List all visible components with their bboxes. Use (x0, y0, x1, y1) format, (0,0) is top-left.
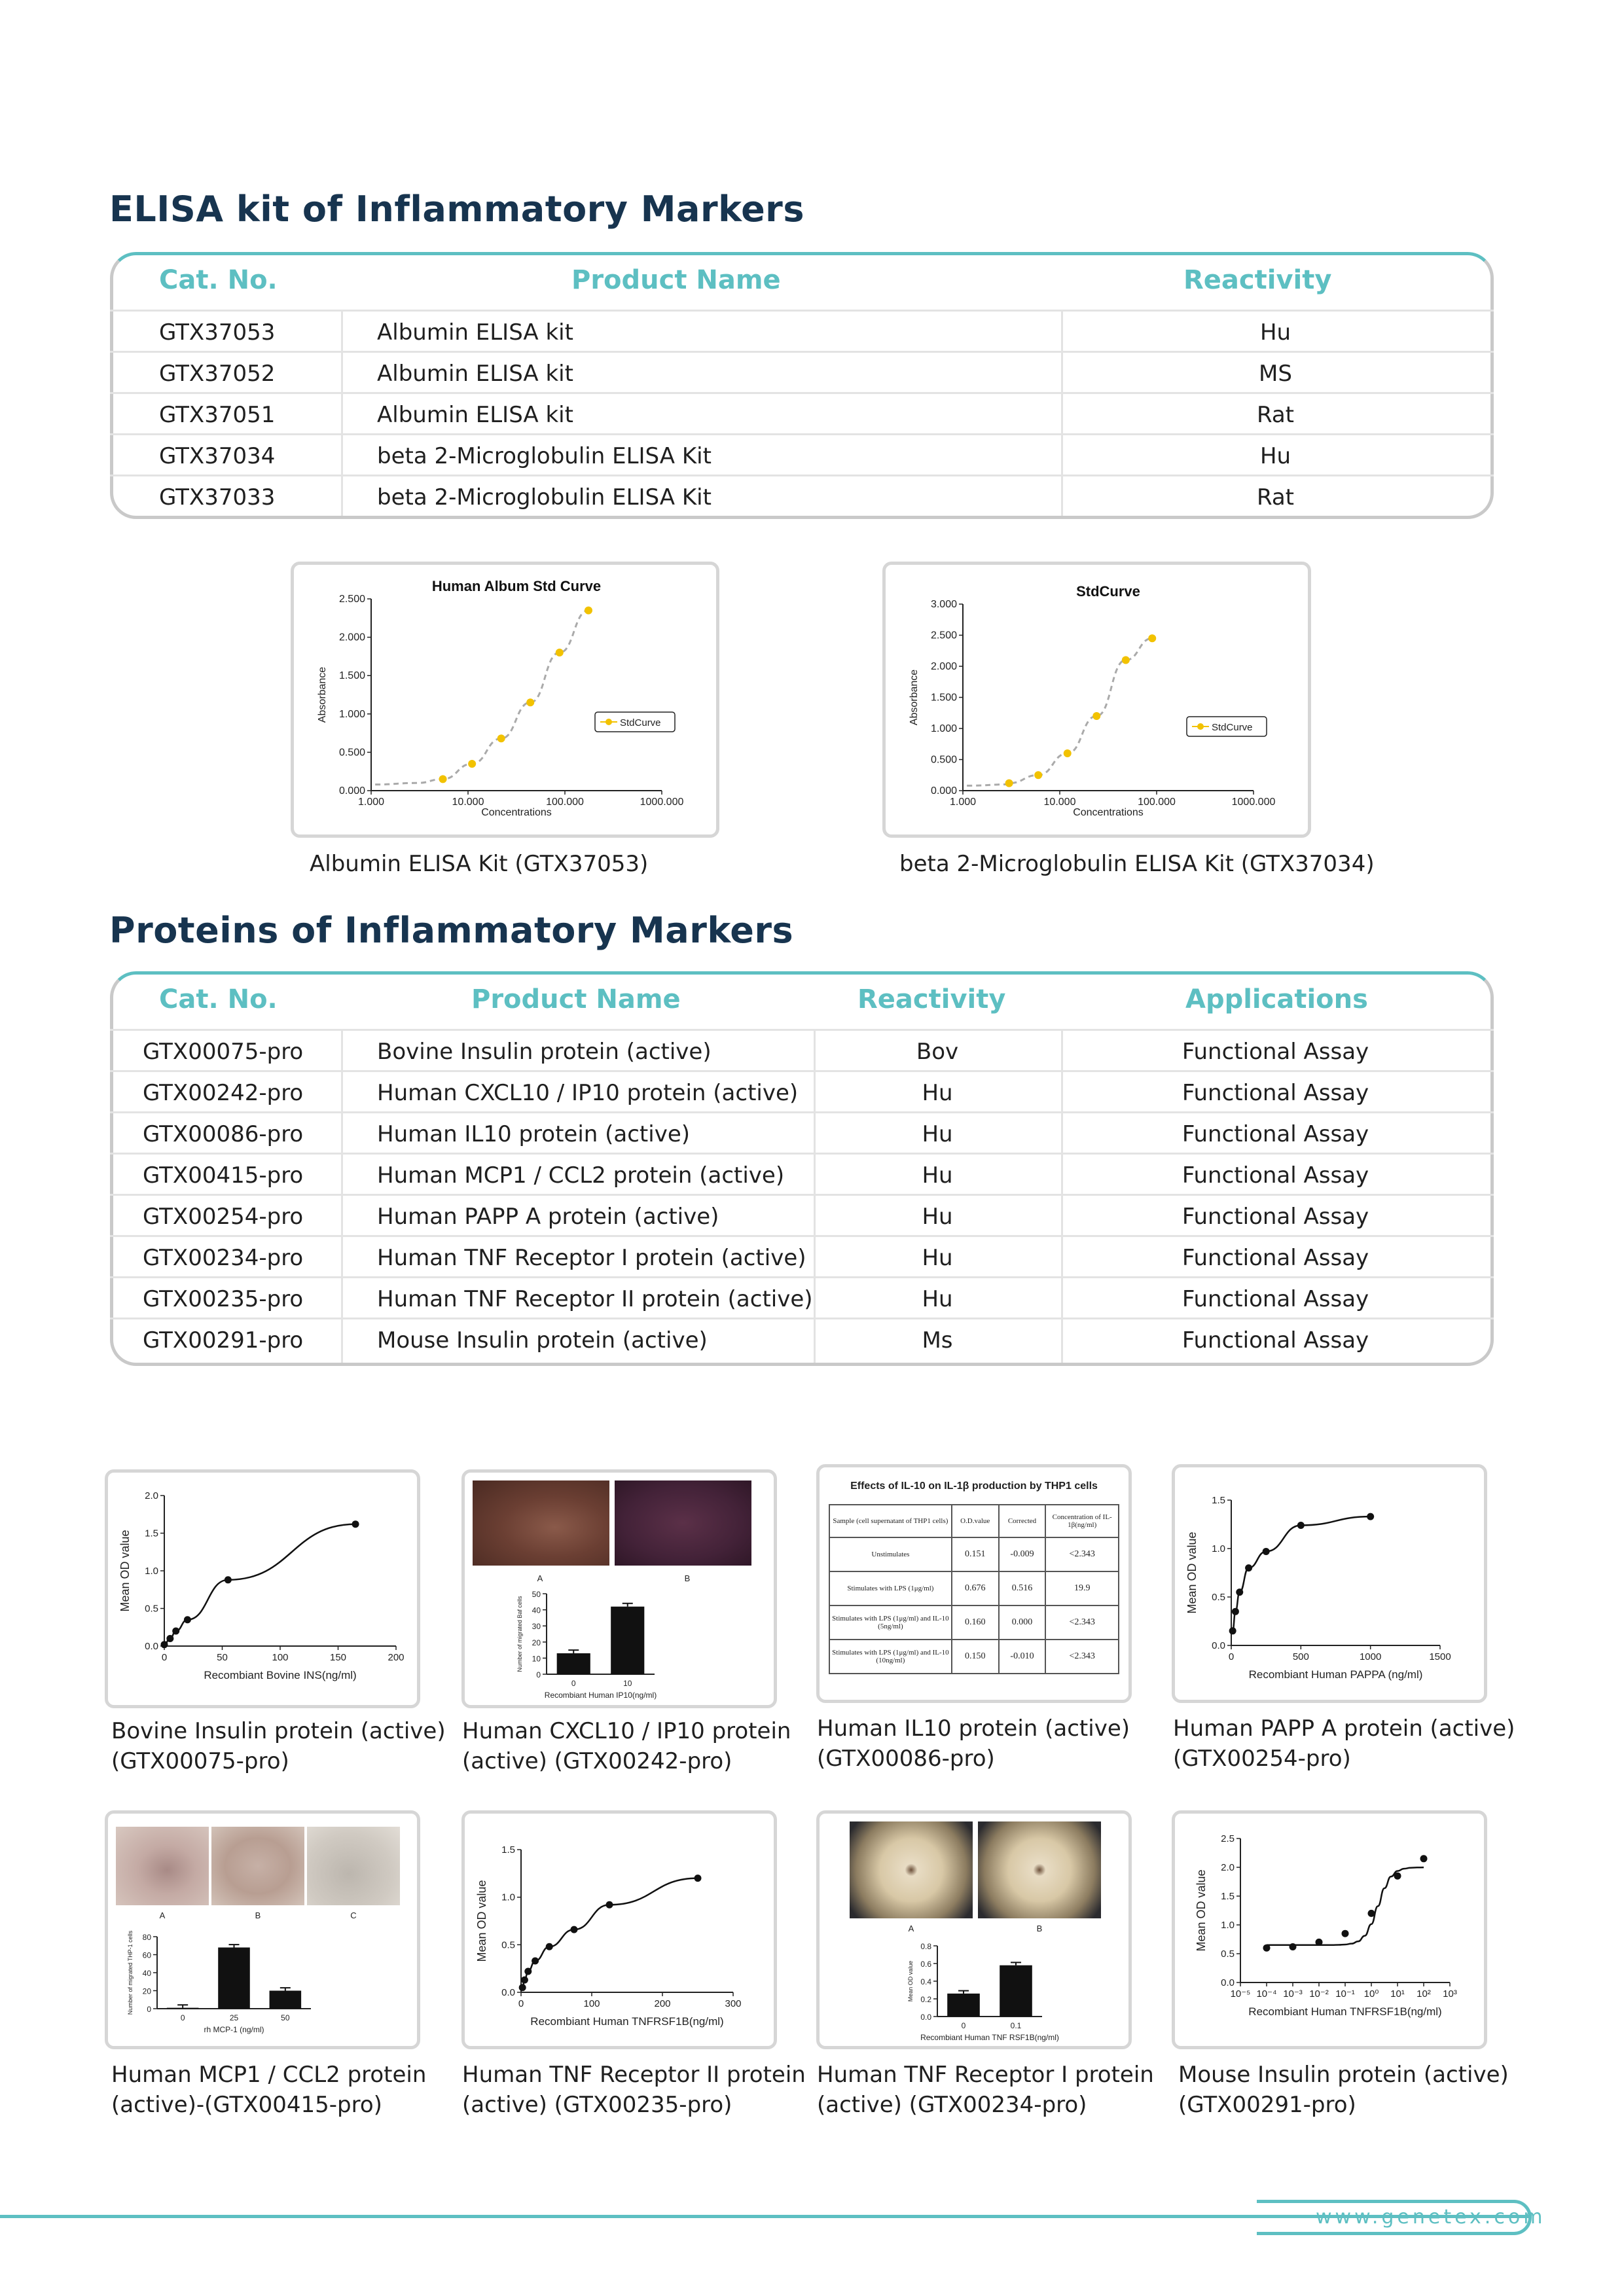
x-axis-label: rh MCP-1 (ng/ml) (204, 2025, 264, 2034)
y-tick-label: 0 (147, 2005, 151, 2014)
applications: Functional Assay (1182, 1286, 1369, 1312)
y-tick-label: 2.5 (1221, 1833, 1235, 1844)
x-tick-label: 0 (571, 1679, 576, 1688)
reactivity: Rat (1256, 402, 1295, 428)
y-tick-label: 3.000 (930, 599, 957, 610)
y-tick-label: 0.5 (1221, 1948, 1235, 1960)
albumin-std-curve-chart (294, 565, 716, 834)
reactivity: Hu (922, 1286, 953, 1312)
figure-card-tnfr1 (816, 1810, 1132, 2049)
y-axis-label: Mean OD value (907, 1960, 914, 2002)
y-tick-label: 0.8 (920, 1942, 931, 1951)
x-tick-label: 10⁻³ (1283, 1988, 1303, 2000)
elisa-table-row (110, 433, 1494, 475)
il10-cell: Stimulates with LPS (1μg/ml) (829, 1571, 952, 1605)
applications: Functional Assay (1182, 1245, 1369, 1271)
y-tick-label: 20 (142, 1986, 151, 1996)
y-tick-label: 1.5 (501, 1844, 515, 1856)
y-tick-label: 0.5 (145, 1603, 158, 1615)
caption-il10: Human IL10 protein (active) (GTX00086-pro) (817, 1715, 1130, 1772)
proteins-header-applications: Applications (1185, 984, 1368, 1014)
product-name: Human PAPP A protein (active) (377, 1204, 719, 1230)
x-tick-label: 100 (583, 1998, 600, 2009)
y-tick-label: 0.500 (338, 747, 365, 759)
data-point (1394, 1873, 1401, 1880)
bar (557, 1653, 590, 1674)
y-tick-label: 0.6 (920, 1960, 931, 1969)
y-tick-label: 50 (532, 1590, 541, 1599)
data-point (497, 734, 505, 742)
product-name: Albumin ELISA kit (377, 361, 573, 387)
applications: Functional Assay (1182, 1204, 1369, 1230)
figure-card-tnfr2 (461, 1810, 777, 2049)
elisa-figure-caption-2: beta 2-Microglobulin ELISA Kit (GTX37034) (899, 851, 1375, 877)
reactivity: Hu (922, 1162, 953, 1189)
data-point (1368, 1910, 1375, 1917)
y-tick-label: 0 (536, 1670, 541, 1679)
bar (947, 1994, 980, 2017)
y-tick-label: 2.500 (338, 594, 365, 605)
cat-no: GTX37033 (159, 484, 276, 511)
reactivity: Rat (1256, 484, 1295, 511)
y-tick-label: 1.5 (1212, 1495, 1225, 1506)
panel-label: A (159, 1910, 166, 1920)
x-tick-label: 10³ (1443, 1988, 1457, 2000)
y-axis-label: Mean OD value (118, 1530, 132, 1612)
il10-header-cell: Sample (cell supernatant of THP1 cells) (829, 1505, 952, 1537)
fitted-curve (164, 1524, 355, 1645)
il10-cell: <2.343 (1045, 1605, 1119, 1640)
proteins-header-name: Product Name (471, 984, 681, 1014)
y-tick-label: 30 (532, 1622, 541, 1632)
applications: Functional Assay (1182, 1327, 1369, 1354)
elisa-chart-card-2 (882, 562, 1311, 838)
data-point (532, 1958, 539, 1965)
y-tick-label: 1.0 (1221, 1920, 1235, 1931)
caption-mouse-insulin: Mouse Insulin protein (active) (GTX00291-pro) (1178, 2062, 1509, 2118)
x-axis-label: Concentrations (481, 807, 552, 818)
cat-no: GTX00086-pro (143, 1121, 304, 1147)
data-point (1005, 780, 1013, 787)
bar (270, 1991, 302, 2009)
applications: Functional Assay (1182, 1039, 1369, 1065)
data-point (524, 1968, 532, 1975)
elisa-table-row (110, 392, 1494, 433)
product-name: Human IL10 protein (active) (377, 1121, 691, 1147)
cat-no: GTX00075-pro (143, 1039, 304, 1065)
il10-table-title: Effects of IL-10 on IL-1β production by THP1 cells (850, 1480, 1098, 1492)
x-tick-label: 150 (329, 1652, 347, 1663)
elisa-section-title: ELISA kit of Inflammatory Markers (109, 188, 804, 230)
bovine-insulin-chart (108, 1473, 417, 1705)
y-tick-label: 1.500 (338, 670, 365, 682)
x-tick-label: 1.000 (949, 797, 977, 808)
elisa-table-row (110, 351, 1494, 392)
product-name: Bovine Insulin protein (active) (377, 1039, 712, 1065)
data-point (1263, 1945, 1271, 1952)
y-axis-label: Number of migrated THP-1 cells (127, 1930, 134, 2015)
cat-no: GTX00415-pro (143, 1162, 304, 1189)
figure-card-bovine-insulin (105, 1469, 420, 1708)
x-tick-label: 0 (961, 2021, 966, 2030)
elisa-header-cat: Cat. No. (159, 265, 278, 295)
y-tick-label: 1.5 (1221, 1891, 1235, 1902)
x-axis-label: Recombiant Bovine INS(ng/ml) (204, 1669, 357, 1681)
x-tick-label: 10.000 (1043, 797, 1076, 808)
y-tick-label: 20 (532, 1638, 541, 1647)
data-point (1367, 1513, 1374, 1520)
figure-card-cxcl10 (461, 1469, 777, 1708)
data-point (1245, 1564, 1252, 1571)
figure-card-mcp1 (105, 1810, 420, 2049)
il10-cell: <2.343 (1045, 1640, 1119, 1674)
y-tick-label: 0.500 (930, 754, 957, 766)
caption-mcp1: Human MCP1 / CCL2 protein (active)-(GTX00415-pro) (111, 2062, 427, 2118)
x-tick-label: 10² (1416, 1988, 1431, 2000)
data-point (1064, 749, 1072, 757)
y-tick-label: 2.000 (338, 632, 365, 643)
reactivity: Hu (1259, 319, 1291, 346)
data-point (1316, 1939, 1323, 1946)
data-point (571, 1926, 578, 1933)
y-axis-label: Absorbance (317, 666, 328, 723)
data-point (172, 1628, 179, 1635)
y-tick-label: 1.000 (338, 708, 365, 720)
data-point (546, 1943, 553, 1950)
x-tick-label: 0.1 (1010, 2021, 1022, 2030)
applications: Functional Assay (1182, 1162, 1369, 1189)
x-tick-label: 1.000 (357, 797, 385, 808)
elisa-header-reactivity: Reactivity (1183, 265, 1332, 295)
x-tick-label: 300 (725, 1998, 742, 2009)
il10-header-cell: O.D.value (952, 1505, 999, 1537)
caption-tnfr2: Human TNF Receptor II protein (active) (GTX00235-pro) (462, 2062, 806, 2118)
y-tick-label: 0.4 (920, 1977, 931, 1986)
x-axis-label: Recombiant Human TNFRSF1B(ng/ml) (1248, 2005, 1442, 2018)
x-tick-label: 500 (1292, 1651, 1309, 1662)
data-point (606, 1901, 613, 1909)
x-tick-label: 10.000 (452, 797, 484, 808)
legend-label: StdCurve (1212, 722, 1253, 733)
x-tick-label: 10⁻² (1309, 1988, 1329, 2000)
product-name: Albumin ELISA kit (377, 402, 573, 428)
proteins-table-row (110, 1153, 1494, 1194)
bar (167, 2008, 199, 2009)
x-tick-label: 10 (623, 1679, 632, 1688)
x-tick-label: 0 (180, 2013, 185, 2022)
cat-no: GTX00235-pro (143, 1286, 304, 1312)
il10-cell: -0.009 (999, 1537, 1046, 1571)
il10-cell: 19.9 (1045, 1571, 1119, 1605)
panel-label: A (908, 1924, 914, 1933)
bar (218, 1948, 250, 2009)
il10-cell: 0.000 (999, 1605, 1046, 1640)
cat-no: GTX00234-pro (143, 1245, 304, 1271)
data-point (166, 1635, 173, 1642)
y-tick-label: 0.000 (338, 785, 365, 797)
elisa-table (110, 252, 1494, 519)
proteins-section-title: Proteins of Inflammatory Markers (109, 910, 794, 951)
data-point (519, 1984, 526, 1991)
caption-cxcl10: Human CXCL10 / IP10 protein (active) (GTX00242-pro) (462, 1718, 791, 1774)
elisa-table-row (110, 310, 1494, 351)
x-tick-label: 200 (654, 1998, 671, 2009)
elisa-header-name: Product Name (571, 265, 781, 295)
data-point (1092, 712, 1100, 720)
x-tick-label: 1000.000 (1231, 797, 1276, 808)
data-point (1290, 1943, 1297, 1950)
x-tick-label: 10⁰ (1363, 1988, 1379, 2000)
x-tick-label: 10⁻⁵ (1230, 1988, 1251, 2000)
panel-label: B (684, 1573, 691, 1583)
y-tick-label: 1.0 (145, 1566, 158, 1577)
y-tick-label: 0.0 (920, 2013, 931, 2022)
data-point (1297, 1522, 1305, 1529)
data-point (1034, 771, 1042, 779)
fitted-curve (375, 611, 588, 785)
data-point (556, 649, 564, 656)
data-point (1420, 1855, 1428, 1862)
mcp1-chart (108, 1814, 417, 2046)
panel-label: B (255, 1910, 261, 1920)
il10-cell: -0.010 (999, 1640, 1046, 1674)
product-name: Human TNF Receptor I protein (active) (377, 1245, 806, 1271)
data-point (1232, 1608, 1239, 1615)
il10-header-cell: Concentration of IL-1β(ng/ml) (1045, 1505, 1119, 1537)
y-tick-label: 2.0 (1221, 1862, 1235, 1873)
x-tick-label: 100 (272, 1652, 289, 1663)
pappa-chart (1175, 1467, 1484, 1700)
y-tick-label: 0.0 (1221, 1977, 1235, 1988)
elisa-figure-caption-1: Albumin ELISA Kit (GTX37053) (310, 851, 649, 877)
data-point (161, 1641, 168, 1648)
fitted-curve (522, 1878, 698, 1988)
data-point (184, 1616, 191, 1623)
reactivity: Ms (922, 1327, 953, 1354)
caption-bovine-insulin: Bovine Insulin protein (active) (GTX00075-pro) (111, 1718, 446, 1774)
x-tick-label: 0 (518, 1998, 524, 2009)
x-tick-label: 10⁻¹ (1335, 1988, 1355, 2000)
cat-no: GTX00254-pro (143, 1204, 304, 1230)
y-tick-label: 1.0 (1212, 1543, 1225, 1554)
reactivity: MS (1259, 361, 1292, 387)
y-axis-label: Number of migrated Baf cells (516, 1596, 523, 1672)
x-tick-label: 200 (388, 1652, 405, 1663)
x-tick-label: 50 (217, 1652, 228, 1663)
x-tick-label: 10¹ (1390, 1988, 1405, 2000)
x-tick-label: 25 (229, 2013, 239, 2022)
legend-swatch-dot (1197, 723, 1204, 730)
y-tick-label: 40 (142, 1969, 151, 1978)
tnfr1-chart (820, 1814, 1128, 2046)
il10-cell: 0.160 (952, 1605, 999, 1640)
chart-title: Human Album Std Curve (431, 578, 602, 594)
data-point (225, 1576, 232, 1583)
il10-cell: 0.150 (952, 1640, 999, 1674)
x-axis-label: Concentrations (1073, 807, 1144, 818)
proteins-header-cat: Cat. No. (159, 984, 278, 1014)
x-tick-label: 1000.000 (640, 797, 684, 808)
cat-no: GTX37034 (159, 443, 276, 469)
x-tick-label: 1500 (1429, 1651, 1451, 1662)
data-point (1229, 1627, 1236, 1634)
il10-cell: <2.343 (1045, 1537, 1119, 1571)
cat-no: GTX37052 (159, 361, 276, 387)
y-tick-label: 0.5 (501, 1939, 515, 1951)
cxcl10-chart (465, 1473, 774, 1705)
legend-label: StdCurve (620, 717, 661, 728)
reactivity: Hu (922, 1204, 953, 1230)
x-tick-label: 1000 (1359, 1651, 1382, 1662)
y-tick-label: 0.000 (930, 785, 957, 797)
product-name: Human TNF Receptor II protein (active) (377, 1286, 813, 1312)
proteins-table-row (110, 1318, 1494, 1359)
caption-tnfr1: Human TNF Receptor I protein (active) (GTX00234-pro) (817, 2062, 1154, 2118)
data-point (1342, 1930, 1349, 1937)
il10-data-table (829, 1504, 1119, 1674)
data-point (1122, 656, 1130, 664)
il10-cell: 0.676 (952, 1571, 999, 1605)
y-tick-label: 1.500 (930, 692, 957, 704)
x-tick-label: 0 (1228, 1651, 1235, 1662)
proteins-header-reactivity: Reactivity (857, 984, 1006, 1014)
applications: Functional Assay (1182, 1080, 1369, 1106)
data-point (695, 1874, 702, 1882)
x-axis-label: Recombiant Human PAPPA (ng/ml) (1248, 1668, 1423, 1681)
bar (1000, 1965, 1032, 2017)
data-point (468, 760, 476, 768)
y-tick-label: 0.2 (920, 1995, 931, 2004)
y-tick-label: 0.0 (1212, 1640, 1225, 1651)
applications: Functional Assay (1182, 1121, 1369, 1147)
y-tick-label: 0.5 (1212, 1592, 1225, 1603)
data-point (521, 1977, 528, 1984)
reactivity: Hu (922, 1121, 953, 1147)
product-name: Albumin ELISA kit (377, 319, 573, 346)
y-tick-label: 1.0 (501, 1892, 515, 1903)
il10-cell: Stimulates with LPS (1μg/ml) and IL-10 (5ng/ml) (829, 1605, 952, 1640)
x-axis-label: Recombiant Human TNFRSF1B(ng/ml) (530, 2015, 724, 2028)
footer-url[interactable]: www.genetex.com (1316, 2206, 1546, 2229)
y-tick-label: 40 (532, 1605, 541, 1615)
x-tick-label: 0 (161, 1652, 168, 1663)
x-tick-label: 50 (281, 2013, 290, 2022)
reactivity: Bov (916, 1039, 959, 1065)
panel-label: A (537, 1573, 543, 1583)
x-tick-label: 100.000 (1138, 797, 1176, 808)
proteins-table-row (110, 1029, 1494, 1070)
y-tick-label: 2.0 (145, 1490, 158, 1501)
caption-pappa: Human PAPP A protein (active) (GTX00254-pro) (1173, 1715, 1515, 1772)
panel-label: C (350, 1910, 357, 1920)
il10-cell: Unstimulates (829, 1537, 952, 1571)
b2m-std-curve-chart (886, 565, 1308, 834)
proteins-table (110, 971, 1494, 1366)
y-tick-label: 2.000 (930, 661, 957, 672)
data-point (1263, 1548, 1270, 1555)
reactivity: Hu (922, 1245, 953, 1271)
mouse-insulin-chart (1175, 1814, 1484, 2046)
figure-card-mouse-insulin (1172, 1810, 1487, 2049)
product-name: Human MCP1 / CCL2 protein (active) (377, 1162, 785, 1189)
reactivity: Hu (922, 1080, 953, 1106)
cat-no: GTX00291-pro (143, 1327, 304, 1354)
product-name: beta 2-Microglobulin ELISA Kit (377, 484, 712, 511)
y-tick-label: 2.500 (930, 630, 957, 641)
y-tick-label: 0.0 (145, 1641, 158, 1652)
data-point (352, 1520, 359, 1528)
y-axis-label: Mean OD value (1185, 1532, 1199, 1614)
x-tick-label: 10⁻⁴ (1256, 1988, 1277, 2000)
cat-no: GTX37053 (159, 319, 276, 346)
proteins-table-row (110, 1070, 1494, 1111)
y-tick-label: 60 (142, 1950, 151, 1960)
x-axis-label: Recombiant Human TNF RSF1B(ng/ml) (920, 2033, 1059, 2042)
data-point (1148, 634, 1156, 642)
cat-no: GTX00242-pro (143, 1080, 304, 1106)
product-name: Mouse Insulin protein (active) (377, 1327, 708, 1354)
data-point (439, 775, 447, 783)
product-name: Human CXCL10 / IP10 protein (active) (377, 1080, 799, 1106)
figure-card-il10 (816, 1464, 1132, 1703)
y-tick-label: 1.5 (145, 1528, 158, 1539)
proteins-table-row (110, 1235, 1494, 1276)
proteins-table-row (110, 1276, 1494, 1318)
y-tick-label: 10 (532, 1654, 541, 1664)
il10-cell: Stimulates with LPS (1μg/ml) and IL-10 (10ng/ml) (829, 1640, 952, 1674)
il10-header-cell: Corrected (999, 1505, 1046, 1537)
proteins-table-row (110, 1194, 1494, 1235)
fitted-curve (1233, 1516, 1371, 1631)
figure-card-pappa (1172, 1464, 1487, 1703)
y-tick-label: 80 (142, 1933, 151, 1942)
bar (611, 1607, 644, 1674)
tnfr2-chart (465, 1814, 774, 2046)
y-tick-label: 1.000 (930, 723, 957, 734)
cat-no: GTX37051 (159, 402, 276, 428)
legend-swatch-dot (605, 719, 612, 725)
data-point (1236, 1588, 1243, 1596)
y-axis-label: Mean OD value (475, 1880, 488, 1962)
elisa-table-row (110, 475, 1494, 516)
y-axis-label: Mean OD value (1195, 1869, 1208, 1952)
x-tick-label: 100.000 (546, 797, 584, 808)
elisa-chart-card-1 (291, 562, 719, 838)
il10-cell: 0.516 (999, 1571, 1046, 1605)
il10-cell: 0.151 (952, 1537, 999, 1571)
y-axis-label: Absorbance (909, 669, 920, 726)
product-name: beta 2-Microglobulin ELISA Kit (377, 443, 712, 469)
chart-title: StdCurve (1076, 583, 1140, 600)
y-tick-label: 0.0 (501, 1987, 515, 1998)
data-point (585, 607, 592, 615)
reactivity: Hu (1259, 443, 1291, 469)
data-point (526, 698, 534, 706)
x-axis-label: Recombiant Human IP10(ng/ml) (544, 1691, 657, 1700)
proteins-table-row (110, 1111, 1494, 1153)
panel-label: B (1036, 1924, 1043, 1933)
